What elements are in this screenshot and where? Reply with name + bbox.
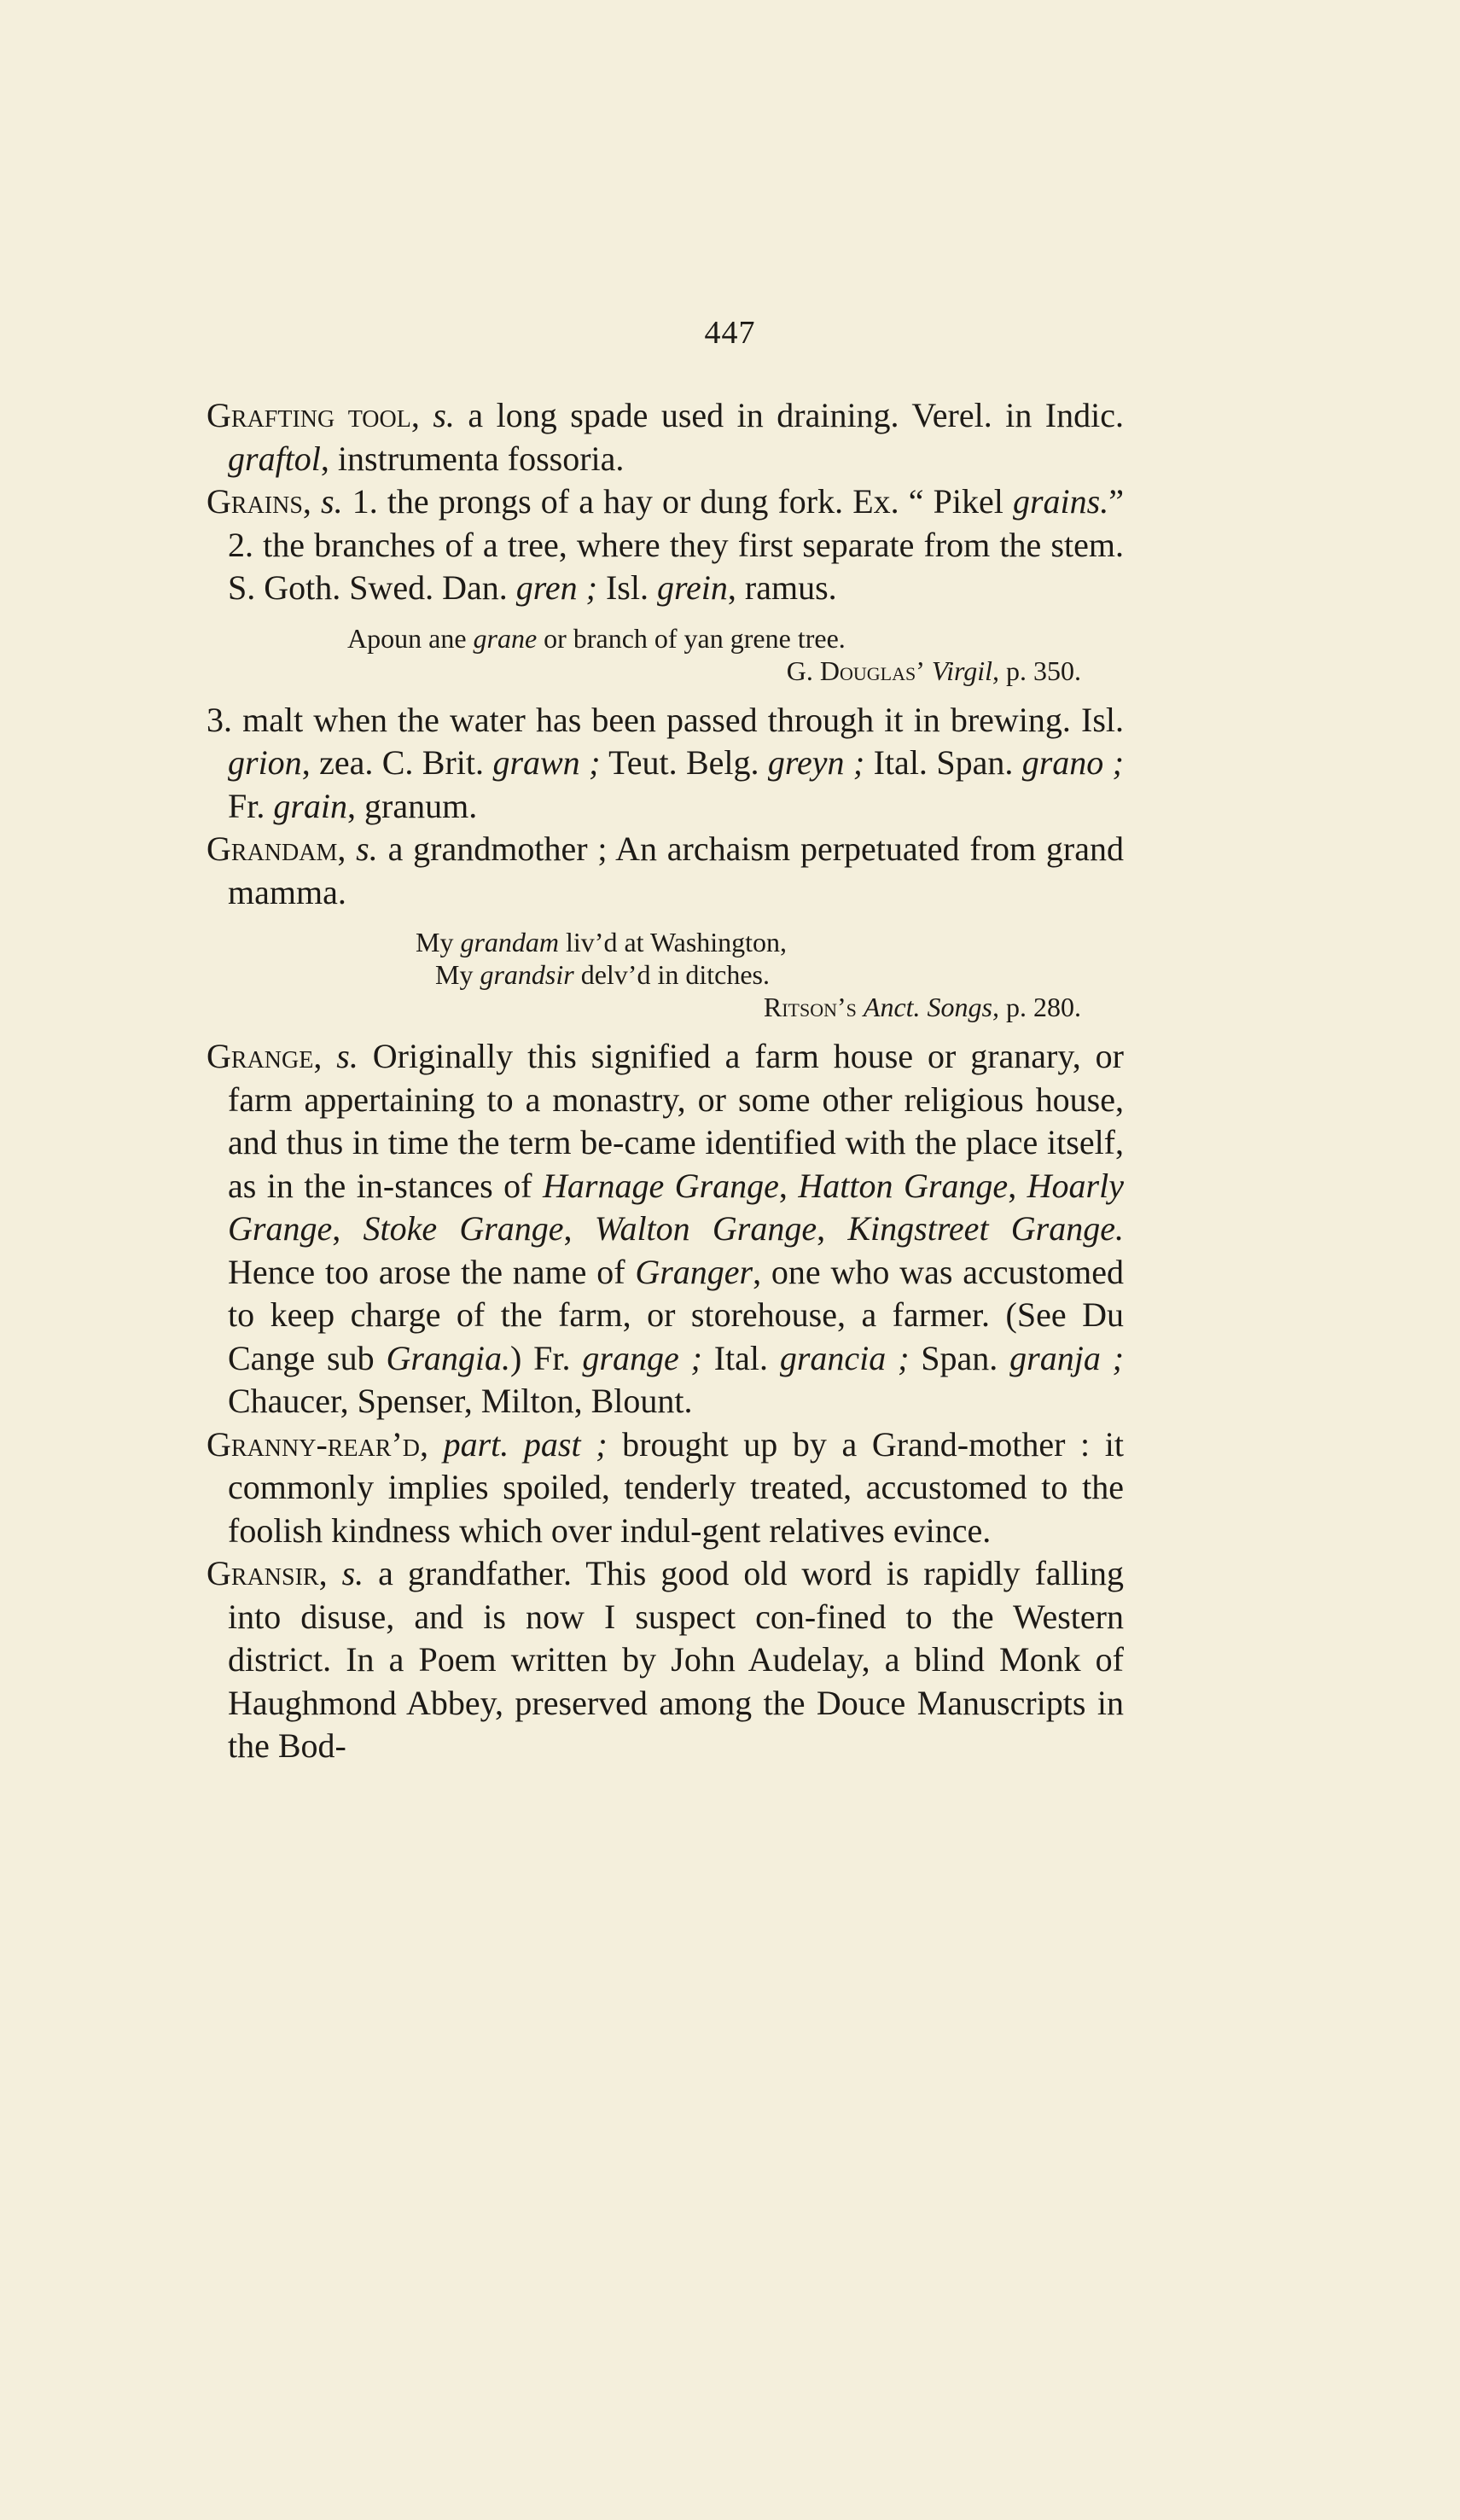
entry-gransir: Gransir, s. a grandfather. This good old word is rapidly falling into disuse, and is now I suspect con-fined to the Western district. In a Poem written by John Audelay, a blind Monk of Haughmond Abbey, preserved among the Douce Manuscripts in the Bod- xyxy=(206,1554,1124,1765)
headword: Grains xyxy=(206,482,303,521)
quote-citation: Ritson’s Anct. Songs, p. 280. xyxy=(763,992,1081,1022)
entry-grains-sense-3: 3. malt when the water has been passed through it in brewing. Isl. grion, zea. C. Brit. grawn ; Teut. Belg. greyn ; Ital. Span. grano ; Fr. grain, granum. xyxy=(206,700,1124,825)
quotation-douglas xyxy=(206,622,1124,687)
page-number: 447 xyxy=(704,315,756,351)
quote-line: Apoun ane grane or branch of yan grene tree. xyxy=(347,622,846,654)
quote-line: My grandam liv’d at Washington, xyxy=(416,927,788,957)
entry-grandam: Grandam, s. a grandmother ; An archaism perpetuated from grand mamma. xyxy=(206,829,1125,911)
headword: Gransir xyxy=(206,1554,319,1592)
headword: Grafting tool xyxy=(206,396,411,434)
quote-citation: G. Douglas’ Virgil, p. 350. xyxy=(786,655,1081,686)
quotation-ritson xyxy=(206,926,1124,1023)
headword: Grange xyxy=(206,1037,314,1075)
entry-grange: Grange, s. Originally this signified a farm house or granary, or farm appertaining to a monastry, or some other religious house, and thus in time the term be-came identified with the place itself, as in the in-stances of Harnage Grange, Hatton Grange, Hoarly Grange, Stoke Grange, Walton Grange, Kingstreet Grange. Hence too arose the name of Granger, one who was accustomed to keep charge of the farm, or storehouse, a farmer. (See Du Cange sub Grangia.) Fr. grange ; Ital. grancia ; Span. granja ; Chaucer, Spenser, Milton, Blount. xyxy=(206,1037,1125,1420)
entry-grafting-tool: Grafting tool, s. a long spade used in draining. Verel. in Indic. graftol, instrumenta fossoria. xyxy=(206,396,1124,478)
headword: Grandam xyxy=(206,829,338,868)
dictionary-text xyxy=(206,394,1124,1768)
entry-grains: Grains, s. 1. the prongs of a hay or dung fork. Ex. “ Pikel grains.” 2. the branches of a tree, where they first separate from the stem. S. Goth. Swed. Dan. gren ; Isl. grein, ramus. xyxy=(206,482,1124,607)
quote-line: My grandsir delv’d in ditches. xyxy=(435,959,770,990)
entry-granny-reard: Granny-rear’d, part. past ; brought up by a Grand-mother : it commonly implies spoiled, tenderly treated, accustomed to the foolish kindness which over indul-gent relatives evince. xyxy=(206,1424,1125,1550)
headword: Granny-rear’d xyxy=(206,1424,420,1464)
